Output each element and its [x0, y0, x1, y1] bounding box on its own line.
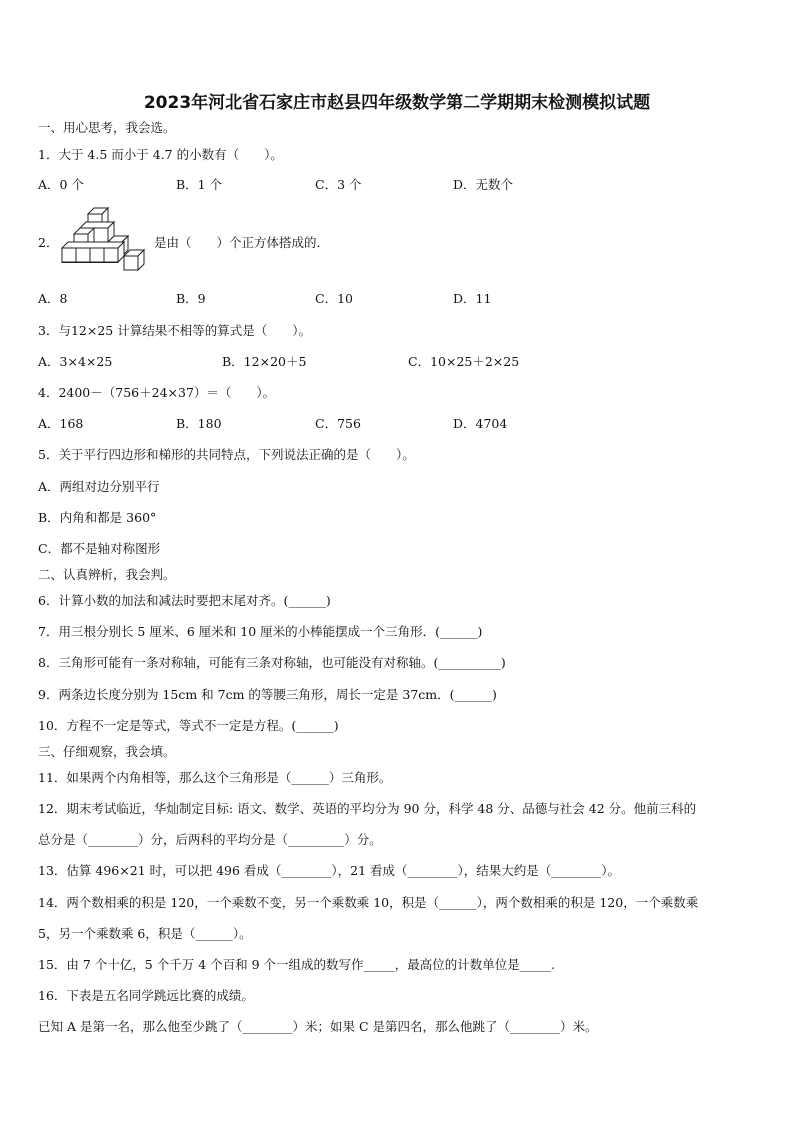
- q4-option-b: B．180: [176, 416, 222, 431]
- q1-option-d: D．无数个: [453, 177, 514, 192]
- q5-option-b: B．内角和都是 360°: [38, 510, 157, 525]
- question-2-number: 2．: [38, 235, 59, 250]
- q2-option-d: D．11: [453, 291, 492, 306]
- section-heading-3: 三、仔细观察，我会填。: [38, 744, 176, 759]
- question-4: 4．2400－（756＋24×37）＝（ ）。: [38, 385, 276, 400]
- question-12-line-1: 12．期末考试临近，华灿制定目标: 语文、数学、英语的平均分为 90 分，科学 48 分、品德与社会 42 分。他前三科的: [38, 801, 697, 816]
- q2-option-a: A．8: [38, 291, 68, 306]
- section-heading-2: 二、认真辨析，我会判。: [38, 567, 176, 582]
- question-12-line-2: 总分是（________）分，后两科的平均分是（_________）分。: [38, 832, 382, 847]
- q1-option-b: B．1 个: [176, 177, 223, 192]
- section-heading-1: 一、用心思考，我会选。: [38, 120, 176, 135]
- q3-option-c: C．10×25＋2×25: [408, 354, 520, 369]
- question-2: 是由（ ）个正方体搭成的．: [154, 235, 330, 250]
- question-1: 1．大于 4.5 而小于 4.7 的小数有（ ）。: [38, 147, 283, 162]
- question-11: 11．如果两个内角相等，那么这个三角形是（______）三角形。: [38, 770, 392, 785]
- q4-option-c: C．756: [315, 416, 361, 431]
- question-16: 16．下表是五名同学跳远比赛的成绩。: [38, 988, 254, 1003]
- question-8: 8．三角形可能有一条对称轴，可能有三条对称轴，也可能没有对称轴。(__________): [38, 655, 506, 670]
- question-3: 3．与12×25 计算结果不相等的算式是（ ）。: [38, 323, 311, 338]
- question-14-line-1: 14．两个数相乘的积是 120，一个乘数不变，另一个乘数乘 10，积是（______），两个数相乘的积是 120，一个乘数乘: [38, 895, 699, 910]
- question-6: 6．计算小数的加法和减法时要把末尾对齐。(______): [38, 593, 331, 608]
- question-7: 7．用三根分别长 5 厘米、6 厘米和 10 厘米的小棒能摆成一个三角形．(______): [38, 624, 483, 639]
- cube-stack-figure: [58, 206, 150, 276]
- q3-option-a: A．3×4×25: [38, 354, 113, 369]
- question-14-line-2: 5，另一个乘数乘 6，积是（______）。: [38, 926, 252, 941]
- q5-option-c: C．都不是轴对称图形: [38, 541, 161, 556]
- q4-option-a: A．168: [38, 416, 84, 431]
- q2-option-b: B．9: [176, 291, 206, 306]
- question-13: 13．估算 496×21 时，可以把 496 看成（________），21 看成（________），结果大约是（________）。: [38, 863, 621, 878]
- question-9: 9．两条边长度分别为 15cm 和 7cm 的等腰三角形，周长一定是 37cm．(______): [38, 687, 497, 702]
- question-15: 15．由 7 个十亿，5 个千万 4 个百和 9 个一组成的数写作_____，最高位的计数单位是_____.: [38, 957, 556, 972]
- q4-option-d: D．4704: [453, 416, 508, 431]
- page-title: 2023年河北省石家庄市赵县四年级数学第二学期期末检测模拟试题: [143, 93, 651, 113]
- q5-option-a: A．两组对边分别平行: [38, 479, 160, 494]
- q3-option-b: B．12×20＋5: [222, 354, 307, 369]
- question-5: 5．关于平行四边形和梯形的共同特点，下列说法正确的是（ ）。: [38, 447, 415, 462]
- question-10: 10．方程不一定是等式，等式不一定是方程。(______): [38, 718, 339, 733]
- q1-option-a: A．0 个: [38, 177, 84, 192]
- q2-option-c: C．10: [315, 291, 353, 306]
- question-16-line-2: 已知 A 是第一名，那么他至少跳了（________）米；如果 C 是第四名，那么他跳了（________）米。: [38, 1019, 598, 1034]
- q1-option-c: C．3 个: [315, 177, 362, 192]
